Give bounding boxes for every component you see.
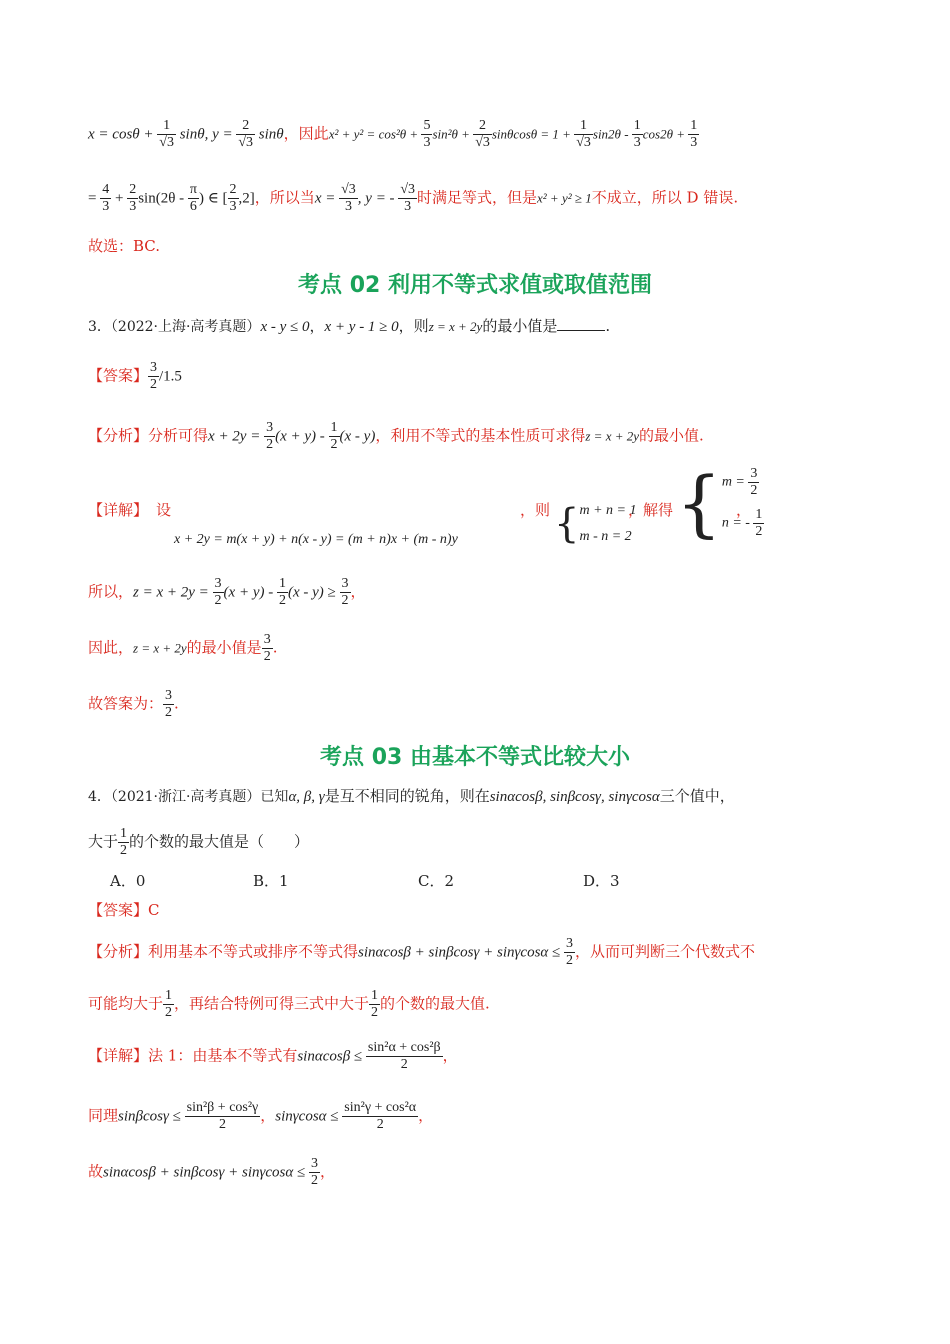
fraction: $\frac{1}{2}$: [120, 826, 128, 858]
option-a[interactable]: A．0: [110, 872, 146, 890]
option-c[interactable]: C．2: [418, 872, 455, 890]
q4-answer: 【答案】C: [88, 901, 160, 919]
q4-analysis-line1: 【分析】利用基本不等式或排序不等式得sinαcosβ + sinβcosγ + sinγcosα ≤ $\frac{3}{2}$ ，从而可判断三个代数式不: [88, 936, 756, 968]
q3-detail: 【详解】 设 x + 2y = m(x + y) + n(x - y) = (m + n)x + (m - n)y ，则 { m + n = 1 m - n = 2 ，解得 { m = $\frac{3}{2}$ n = - $\frac{1}{2}$ ，: [88, 470, 862, 550]
fraction: $\frac{2}{√3}$: [475, 118, 490, 150]
fraction: $\frac{\text{sin²α + cos²β}}{2}$: [367, 1040, 441, 1072]
option-b[interactable]: B．1: [253, 872, 289, 890]
fraction: $\frac{3}{2}$: [566, 936, 574, 968]
section-heading-02: 考点 02 利用不等式求值或取值范围: [298, 273, 652, 298]
q4-detail: 【详解】法 1：由基本不等式有sinαcosβ ≤ $\frac{\text{sin²α + cos²β}}{2}$ ，: [88, 1040, 458, 1072]
fraction: $\frac{√3}{3}$: [341, 182, 356, 214]
fraction: $\frac{3}{2}$: [165, 688, 173, 720]
fraction: $\frac{\pi}{6}$: [189, 182, 197, 214]
q4-stem-line2: 大于 $\frac{1}{2}$ 的个数的最大值是（ ）: [88, 826, 310, 858]
fraction: $\frac{3}{2}$: [341, 576, 349, 608]
option-d[interactable]: D．3: [583, 872, 620, 890]
section-heading-03: 考点 03 由基本不等式比较大小: [320, 745, 630, 770]
fraction: $\frac{2}{3}$: [229, 182, 237, 214]
fraction: $\frac{1}{√3}$: [159, 118, 174, 150]
sol2-conclusion: 故选：BC.: [88, 237, 161, 255]
fraction: $\frac{4}{3}$: [102, 182, 110, 214]
q3-stem: 3．（2022·上海·高考真题）x - y ≤ 0，x + y - 1 ≥ 0，则z = x + 2y的最小值是 .: [88, 317, 611, 335]
fraction: $\frac{1}{3}$: [690, 118, 698, 150]
fraction: $\frac{\text{sin²γ + cos²α}}{2}$: [344, 1100, 417, 1132]
solution-system: { m = $\frac{3}{2}$ n = - $\frac{1}{2}$: [676, 461, 763, 545]
sol2-line2: = $\frac{4}{3}$ + $\frac{2}{3}$ sin(2θ - $\frac{\pi}{6}$ ) ∈ [ $\frac{2}{3}$ ,2]，所以当x = $\frac{√3}{3}$ , y = - $\frac{√3}{3}$ 时满足等式，但是x² + y² ≥ 1不成立，所以 D 错误.: [88, 182, 739, 214]
sol2-line1: x = cosθ + $\frac{1}{√3}$ sinθ, y = $\frac{2}{√3}$ sinθ，因此x² + y² = cos²θ + $\frac{5}{3}$ sin²θ + $\frac{2}{√3}$ sinθcosθ = 1 + $\frac{1}{√3}$ sin2θ - $\frac{1}{3}$ cos2θ + $\frac{1}{3}$: [88, 118, 698, 150]
answer-blank: [557, 316, 605, 331]
fraction: $\frac{3}{2}$: [311, 1156, 319, 1188]
fraction: $\frac{2}{√3}$: [238, 118, 254, 150]
q3-analysis: 【分析】分析可得x + 2y = $\frac{3}{2}$ (x + y) - $\frac{1}{2}$ (x - y)，利用不等式的基本性质可求得z = x + 2y的最小值.: [88, 420, 704, 452]
fraction: $\frac{1}{√3}$: [576, 118, 591, 150]
q4-stem-line1: 4．（2021·浙江·高考真题）已知α, β, γ是互不相同的锐角，则在sinαcosβ, sinβcosγ, sinγcosα三个值中，: [88, 787, 735, 805]
fraction: $\frac{5}{3}$: [423, 118, 431, 150]
q3-thus: 因此，z = x + 2y的最小值是 $\frac{3}{2}$ .: [88, 632, 278, 664]
q3-final: 故答案为： $\frac{3}{2}$ .: [88, 688, 179, 720]
fraction: $\frac{3}{2}$: [266, 420, 274, 452]
fraction: $\frac{3}{2}$: [150, 360, 158, 392]
fraction: $\frac{\text{sin²β + cos²γ}}{2}$: [186, 1100, 259, 1132]
q4-gu: 故sinαcosβ + sinβcosγ + sinγcosα ≤ $\frac{3}{2}$ ，: [88, 1156, 336, 1188]
fraction: $\frac{1}{2}$: [371, 988, 379, 1020]
fraction: $\frac{3}{2}$: [263, 632, 271, 664]
q4-same: 同理sinβcosγ ≤ $\frac{\text{sin²β + cos²γ}}{2}$ ，sinγcosα ≤ $\frac{\text{sin²γ + cos²α}}{2}$ ，: [88, 1100, 434, 1132]
fraction: $\frac{1}{3}$: [633, 118, 641, 150]
fraction: $\frac{3}{2}$: [214, 576, 222, 608]
q3-so: 所以，z = x + 2y = $\frac{3}{2}$ (x + y) - $\frac{1}{2}$ (x - y) ≥ $\frac{3}{2}$ ，: [88, 576, 366, 608]
equation-system: { m + n = 1 m - n = 2: [554, 501, 637, 547]
q4-analysis-line2: 可能均大于 $\frac{1}{2}$ ，再结合特例可得三式中大于 $\frac{1}{2}$ 的个数的最大值.: [88, 988, 490, 1020]
q3-answer: 【答案】 $\frac{3}{2}$ /1.5: [88, 360, 182, 392]
fraction: $\frac{1}{2}$: [330, 420, 338, 452]
fraction: $\frac{1}{2}$: [165, 988, 173, 1020]
fraction: $\frac{1}{2}$: [278, 576, 286, 608]
fraction: $\frac{√3}{3}$: [400, 182, 415, 214]
fraction: $\frac{2}{3}$: [129, 182, 137, 214]
